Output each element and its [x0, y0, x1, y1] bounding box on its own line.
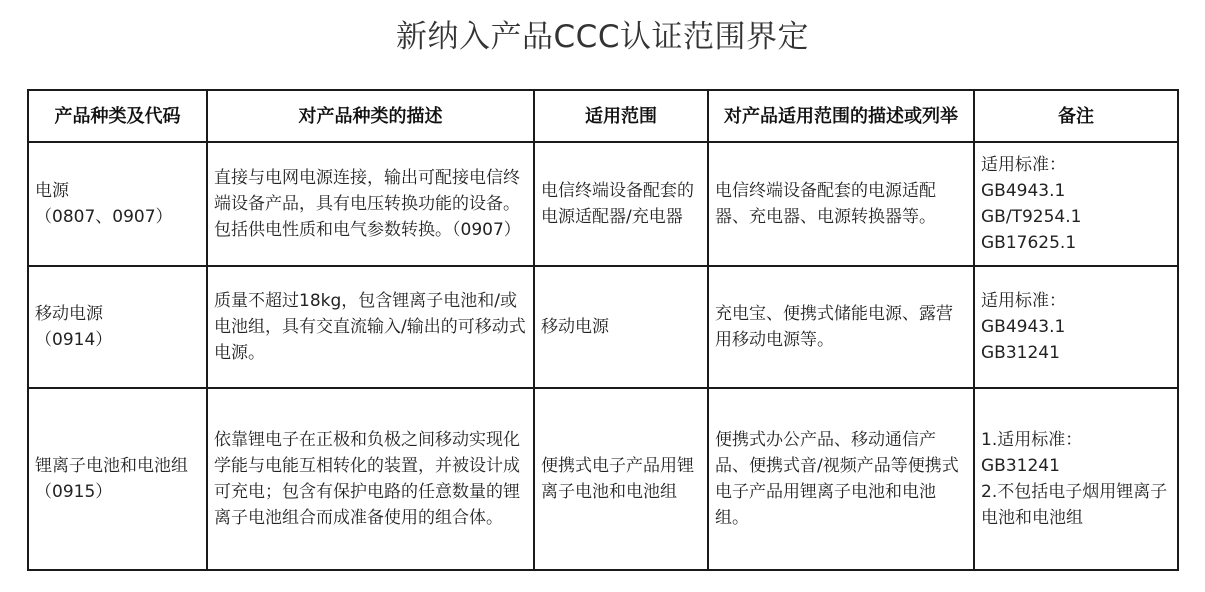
cell-scope: 电信终端设备配套的电源适配器/充电器: [534, 142, 708, 266]
cell-scope-description: 充电宝、便携式储能电源、露营用移动电源等。: [708, 266, 974, 388]
category-name: 电源: [35, 181, 69, 201]
standards-label: 适用标准：: [981, 155, 1066, 175]
category-name: 移动电源: [35, 304, 103, 324]
cell-description: 直接与电网电源连接，输出可配接电信终端设备产品，具有电压转换功能的设备。包括供电性质和电气参数转换。（0907）: [207, 142, 534, 266]
table-row: [28, 266, 1178, 388]
cell-category: [28, 142, 207, 266]
cell-notes: [974, 388, 1178, 570]
table-row: [28, 388, 1178, 570]
header-scope-description: 对产品适用范围的描述或列举: [708, 90, 974, 142]
standard-item: GB4943.1: [981, 181, 1066, 201]
cell-scope-description: 便携式办公产品、移动通信产品、便携式音/视频产品等便携式电子产品用锂离子电池和电池组。: [708, 388, 974, 570]
header-notes: 备注: [974, 90, 1178, 142]
cell-scope: 移动电源: [534, 266, 708, 388]
cell-notes: [974, 142, 1178, 266]
header-scope: 适用范围: [534, 90, 708, 142]
cell-description: 依靠锂电子在正极和负极之间移动实现化学能与电能互相转化的装置，并被设计成可充电；包含有保护电路的任意数量的锂离子电池组合而成准备使用的组合体。: [207, 388, 534, 570]
header-product-category: 产品种类及代码: [28, 90, 207, 142]
cell-scope-description: 电信终端设备配套的电源适配器、充电器、电源转换器等。: [708, 142, 974, 266]
cell-scope: 便携式电子产品用锂离子电池和电池组: [534, 388, 708, 570]
cell-description: 质量不超过18kg，包含锂离子电池和/或电池组，具有交直流输入/输出的可移动式电源。: [207, 266, 534, 388]
cell-category: [28, 388, 207, 570]
standard-item: GB31241: [981, 343, 1060, 363]
category-code: （0914）: [35, 330, 113, 350]
category-code: （0807、0907）: [35, 207, 173, 227]
exclusion-note: 2.不包括电子烟用锂离子电池和电池组: [981, 482, 1168, 528]
ccc-scope-table: [27, 89, 1179, 571]
standard-item: GB4943.1: [981, 317, 1066, 337]
category-name: 锂离子电池和电池组: [35, 456, 188, 476]
standards-label: 1.适用标准：: [981, 430, 1083, 450]
header-category-description: 对产品种类的描述: [207, 90, 534, 142]
cell-category: [28, 266, 207, 388]
table-row: [28, 142, 1178, 266]
cell-notes: [974, 266, 1178, 388]
standard-item: GB/T9254.1: [981, 207, 1082, 227]
document-title: 新纳入产品CCC认证范围界定: [396, 19, 809, 55]
standard-item: GB31241: [981, 456, 1060, 476]
standard-item: GB17625.1: [981, 233, 1077, 253]
standards-label: 适用标准：: [981, 291, 1066, 311]
table-header-row: [28, 90, 1178, 142]
category-code: （0915）: [35, 482, 113, 502]
